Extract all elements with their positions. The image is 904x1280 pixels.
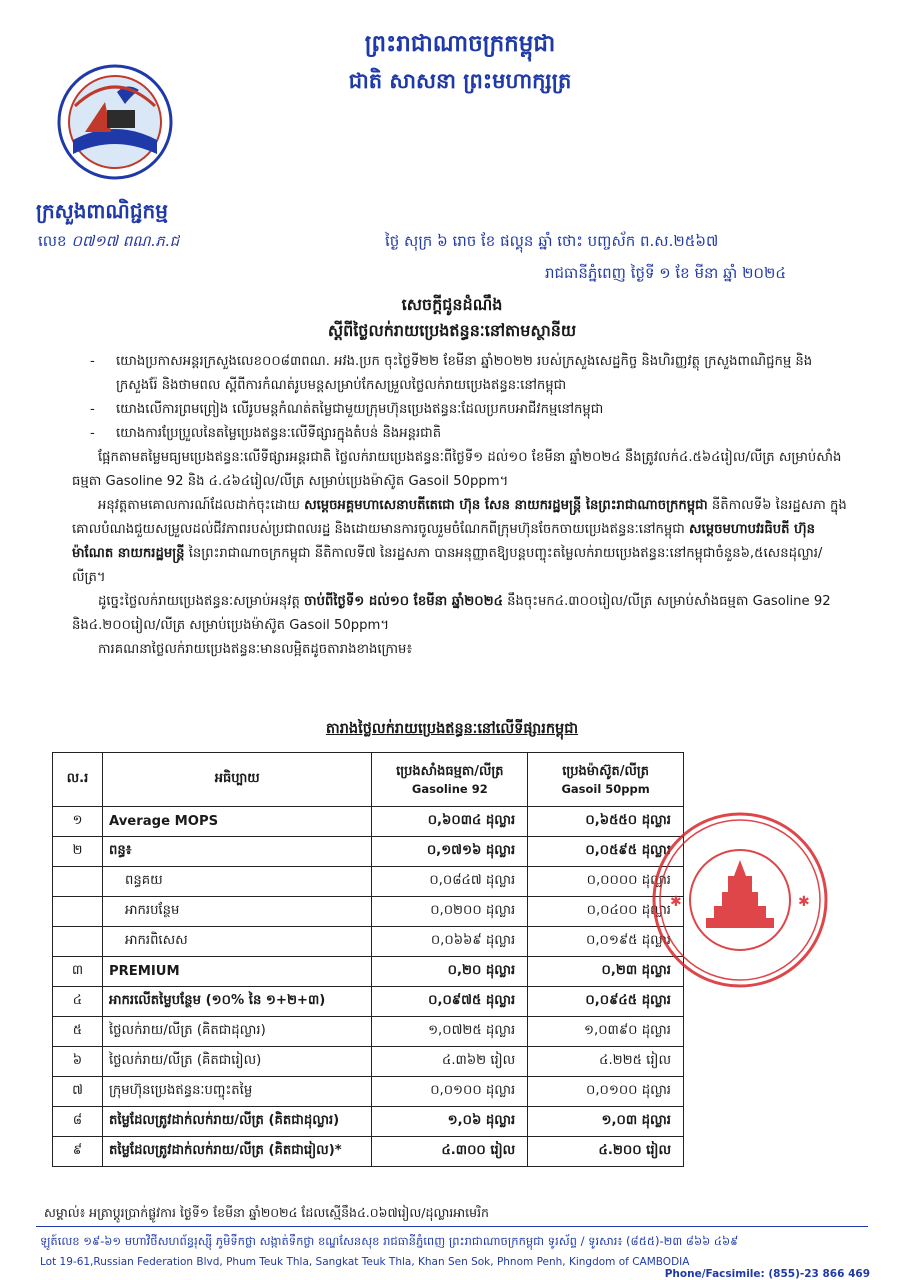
row-gasoil: ៤.២០០ រៀល (528, 1137, 684, 1167)
reference-bullet: - យោងការប្រែប្រួលនៃតម្លៃប្រេងឥន្ធនៈលើទីផ្សារក្នុងតំបន់ និងអន្តរជាតិ (90, 422, 850, 446)
row-desc: អាករពិសេស (102, 927, 371, 957)
table-row (53, 867, 684, 897)
row-gasoil: ០,០១០០ ដុល្លារ (528, 1077, 684, 1107)
exchange-rate-note: សម្គាល់៖ អត្រាប្ដូរប្រាក់ផ្លូវការ ថ្ងៃទី១ ខែមីនា ឆ្នាំ២០២៤ ដែលស្មើនឹង៤.០៦៧រៀល/ដុល្លារអាមេរិក (44, 1205, 489, 1220)
row-no: ៧ (53, 1077, 103, 1107)
row-desc: ពន្ធ៖ (102, 837, 371, 867)
row-gasoil: ០,០៥៩៥ ដុល្លារ (528, 837, 684, 867)
paragraph-final-price (72, 590, 850, 638)
table-row (53, 897, 684, 927)
row-desc: ថ្លៃលក់រាយ/លីត្រ (គិតជារៀល) (102, 1047, 371, 1077)
row-gasoline: ០,៦០៣៤ ដុល្លារ (372, 807, 528, 837)
row-gasoil: ១,០៣ ដុល្លារ (528, 1107, 684, 1137)
row-gasoline: ០,០១០០ ដុល្លារ (372, 1077, 528, 1107)
ministry-name: ក្រសួងពាណិជ្ជកម្ម (36, 199, 168, 223)
row-no: ៣ (53, 957, 103, 987)
lunar-date: ថ្ងៃ សុក្រ ៦ រោច ខែ ផល្គុន ឆ្នាំ ថោះ បញ្ចស័ក ព.ស.២៥៦៧ (385, 232, 719, 250)
table-row (53, 927, 684, 957)
paragraph-bold-text: ចាប់ពីថ្ងៃទី១ ដល់១០ ខែមីនា ឆ្នាំ២០២៤ (304, 594, 503, 609)
table-row (53, 1077, 684, 1107)
ministry-logo (55, 62, 175, 182)
row-desc: តម្លៃដែលត្រូវដាក់លក់រាយ/លីត្រ (គិតជាដុល្លារ) (102, 1107, 371, 1137)
row-desc: ក្រុមហ៊ុនប្រេងឥន្ធនៈបញ្ចុះតម្លៃ (102, 1077, 371, 1107)
reference-bullet: - យោងលើការព្រមព្រៀង លើរូបមន្តកំណត់តម្លៃជាមួយក្រុមហ៊ុនប្រេងឥន្ធនៈដែលប្រកបអាជីវកម្មនៅកម្ពុជា (90, 398, 850, 422)
header-gasoil-en: Gasoil 50ppm (561, 782, 650, 796)
footer-phone: Phone/Facsimile: (855)-23 866 469 (664, 1268, 870, 1280)
row-gasoline: ០,០២០០ ដុល្លារ (372, 897, 528, 927)
row-desc: ពន្ធគយ (102, 867, 371, 897)
row-no: ៩ (53, 1137, 103, 1167)
row-gasoil: ១,០៣៩០ ដុល្លារ (528, 1017, 684, 1047)
row-gasoline: ១,០៦ ដុល្លារ (372, 1107, 528, 1137)
row-gasoline: ០,០៩៧៥ ដុល្លារ (372, 987, 528, 1017)
footer-address-kh: ឡូត៍លេខ ១៩-៦១ មហាវិថីសហព័ន្ធរុស្ស៊ី ភូមិទឹកថ្លា សង្កាត់ទឹកថ្លា ខណ្ឌសែនសុខ រាជធានីភ្នំពេញ ព្រះរាជាណាចក្រកម្ពុជា ទូរស័ព្ទ / ទូរសារ៖ (៨៥៥)-២៣ ៨៦៦ ៤៦៩ (40, 1234, 739, 1248)
row-no: ២ (53, 837, 103, 867)
row-gasoil: ០,៦៥៥០ ដុល្លារ (528, 807, 684, 837)
row-no: ៨ (53, 1107, 103, 1137)
table-title: តារាងថ្លៃលក់រាយប្រេងឥន្ធនៈនៅលើទីផ្សារកម្ពុជា (325, 721, 579, 737)
header-description: អធិប្បាយ (102, 753, 371, 807)
document-body (72, 350, 850, 662)
row-gasoil: ០,០៩៤៥ ដុល្លារ (528, 987, 684, 1017)
table-row (53, 987, 684, 1017)
solar-date: រាជធានីភ្នំពេញ ថ្ងៃទី ១ ខែ មីនា ឆ្នាំ ២០២៤ (545, 264, 787, 282)
row-no: ៥ (53, 1017, 103, 1047)
table-row (53, 1017, 684, 1047)
row-gasoline: ០,២០ ដុល្លារ (372, 957, 528, 987)
footer-address-en-text: Lot 19-61,Russian Federation Blvd, Phum Teuk Thla, Sangkat Teuk Thla, Khan Sen Sok, Phnom Penh, Kingdom of CAMBODIA (40, 1256, 690, 1268)
table-header-row (53, 753, 684, 807)
row-gasoil: ០,០០០០ ដុល្លារ (528, 867, 684, 897)
header-no: ល.រ (53, 753, 103, 807)
paragraph-discount-policy (72, 494, 850, 590)
svg-text:✱: ✱ (798, 894, 810, 910)
row-gasoline: ០,០៨៤៧ ដុល្លារ (372, 867, 528, 897)
footer-address-en (40, 1256, 870, 1280)
row-gasoline: ៤.៣០០ រៀល (372, 1137, 528, 1167)
row-desc: ថ្លៃលក់រាយ/លីត្រ (គិតជាដុល្លារ) (102, 1017, 371, 1047)
table-row (53, 1137, 684, 1167)
row-gasoil: ៤.២២៥ រៀល (528, 1047, 684, 1077)
paragraph-bold-text: សម្ដេចមហាបវរធិបតី ហ៊ុន ម៉ាណែត នាយករដ្ឋមន្ត្រី (72, 522, 815, 561)
row-desc: PREMIUM (102, 957, 371, 987)
table-row (53, 1047, 684, 1077)
reference-label: លេខ (38, 232, 67, 250)
national-motto: ជាតិ សាសនា ព្រះមហាក្សត្រ (348, 69, 572, 93)
row-gasoline: ១,០៧២៥ ដុល្លារ (372, 1017, 528, 1047)
reference-number (38, 232, 179, 254)
paragraph-bold-text: សម្ដេចអគ្គមហាសេនាបតីតេជោ ហ៊ុន សែន នាយករដ្ឋមន្ត្រី នៃព្រះរាជាណាចក្រកម្ពុជា (304, 498, 708, 513)
table-row (53, 957, 684, 987)
paragraph-text: អនុវត្តតាមគោលការណ៍ដែលដាក់ចុះដោយ (98, 498, 305, 513)
row-no: ៤ (53, 987, 103, 1017)
header-gasoline-en: Gasoline 92 (411, 782, 488, 796)
row-gasoline: ០,១៧១៦ ដុល្លារ (372, 837, 528, 867)
header-gasoline-kh: ប្រេងសាំងធម្មតា/លីត្រ (396, 764, 504, 779)
document-title: សេចក្ដីជូនដំណឹង (401, 295, 503, 314)
paragraph-market-price: ផ្អែកតាមតម្លៃមធ្យមប្រេងឥន្ធនៈលើទីផ្សារអន្តរជាតិ ថ្លៃលក់រាយប្រេងឥន្ធនៈពីថ្ងៃទី១ ដល់១០ ខែមីនា ឆ្នាំ២០២៤ នឹងត្រូវលក់៤.៥៦៤រៀល/លីត្រ សម្រាប់សាំងធម្មតា Gasoline 92 និង ៤.៤៦៤រៀល/លីត្រ សម្រាប់ប្រេងម៉ាស៊ូត Gasoil 50ppm។ (72, 450, 842, 489)
row-desc: អាករលើតម្លៃបន្ថែម (១០% នៃ ១+២+៣) (102, 987, 371, 1017)
row-desc: អាករបន្ថែម (102, 897, 371, 927)
reference-bullet: - យោងប្រកាសអន្តរក្រសួងលេខ០០៨៣ពណ. អវង.ប្រក ចុះថ្ងៃទី២២ ខែមីនា ឆ្នាំ២០២២ របស់ក្រសួងសេដ្ឋកិច្ច និងហិរញ្ញវត្ថុ ក្រសួងពាណិជ្ជកម្ម និងក្រសួងរ៉ែ និងថាមពល ស្ដីពីការកំណត់រូបមន្តសម្រាប់កែសម្រួលថ្លៃលក់រាយប្រេងឥន្ធនៈនៅកម្ពុជា (90, 350, 850, 398)
row-no (53, 867, 103, 897)
row-gasoil: ០,២៣ ដុល្លារ (528, 957, 684, 987)
table-row (53, 807, 684, 837)
document-subtitle: ស្ដីពីថ្លៃលក់រាយប្រេងឥន្ធនៈនៅតាមស្ថានីយ (327, 321, 577, 340)
row-gasoil: ០,០១៩៥ ដុល្លារ (528, 927, 684, 957)
row-no (53, 927, 103, 957)
table-row (53, 1107, 684, 1137)
row-no (53, 897, 103, 927)
kingdom-title: ព្រះរាជាណាចក្រកម្ពុជា (364, 31, 556, 57)
reference-value: ០៧១៧ ពណ.ភ.ជ (71, 232, 180, 250)
header-gasoil (528, 753, 684, 807)
row-gasoil: ០,០៤០០ ដុល្លារ (528, 897, 684, 927)
table-row (53, 837, 684, 867)
header-gasoil-kh: ប្រេងម៉ាស៊ូត/លីត្រ (562, 764, 649, 779)
footer-divider (36, 1226, 868, 1227)
svg-text:✱: ✱ (670, 894, 682, 910)
row-gasoline: ៤.៣៦២ រៀល (372, 1047, 528, 1077)
row-desc: Average MOPS (102, 807, 371, 837)
paragraph-text: នីតិកាលទី៦ នៃរដ្ឋសភា ក្នុងគោលបំណងជួយសម្រួលដល់ជីវភាពរបស់ប្រជាពលរដ្ឋ និងដោយមានការចូលរួមចំណែកពីក្រុមហ៊ុនចែកចាយប្រេងឥន្ធនៈនៅកម្ពុជា (72, 498, 847, 537)
paragraph-table-intro: ការគណនាថ្លៃលក់រាយប្រេងឥន្ធនៈមានលម្អិតដូចតារាងខាងក្រោម៖ (98, 642, 413, 657)
row-desc: តម្លៃដែលត្រូវដាក់លក់រាយ/លីត្រ (គិតជារៀល)* (102, 1137, 371, 1167)
paragraph-text: នៃព្រះរាជាណាចក្រកម្ពុជា នីតិកាលទី៧ នៃរដ្ឋសភា បានអនុញ្ញាតឱ្យបន្តបញ្ចុះតម្លៃលក់រាយប្រេងឥន្ធនៈនៅកម្ពុជាចំនួន៦,៥សេនដុល្លារ/លីត្រ។ (72, 546, 823, 585)
row-no: ១ (53, 807, 103, 837)
fuel-price-table (52, 752, 684, 1167)
row-gasoline: ០,០៦៦៩ ដុល្លារ (372, 927, 528, 957)
header-gasoline (372, 753, 528, 807)
official-stamp (650, 810, 830, 990)
paragraph-text: ដូច្នេះថ្លៃលក់រាយប្រេងឥន្ធនៈសម្រាប់អនុវត្ត (98, 594, 305, 609)
row-no: ៦ (53, 1047, 103, 1077)
paragraph-text: នឹងចុះមក៤.៣០០រៀល/លីត្រ សម្រាប់សាំងធម្មតា Gasoline 92 និង៤.២០០រៀល/លីត្រ សម្រាប់ប្រេងម៉ាស៊ូត Gasoil 50ppm។ (72, 594, 831, 633)
